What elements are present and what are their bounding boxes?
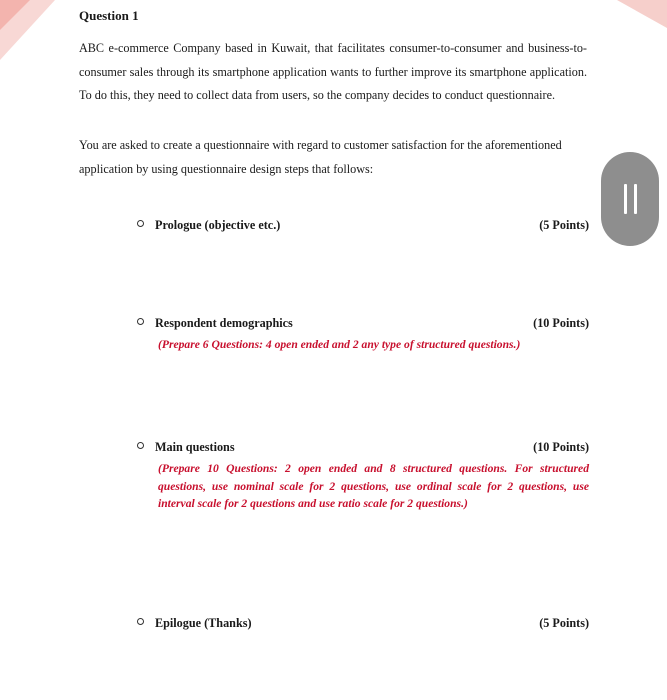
list-item-prologue (137, 218, 589, 233)
grip-line-icon (624, 184, 627, 214)
item-points: (10 Points) (533, 316, 589, 330)
corner-decoration-right (617, 0, 667, 28)
item-title: Prologue (objective etc.) (155, 218, 281, 232)
item-title: Respondent demographics (155, 316, 293, 330)
list-item-main-questions (137, 440, 589, 513)
item-points: (5 Points) (539, 218, 589, 232)
bullet-circle-icon (137, 618, 144, 625)
question-instruction: You are asked to create a questionnaire with regard to customer satisfaction for the aforementioned application by using questionnaire design steps that follows: (79, 138, 562, 176)
bullet-circle-icon (137, 318, 144, 325)
corner-decoration-left-inner (0, 0, 30, 30)
item-note: (Prepare 6 Questions: 4 open ended and 2 any type of structured questions.) (158, 338, 521, 351)
list-item-demographics (137, 316, 589, 354)
grip-line-icon (634, 184, 637, 214)
bullet-circle-icon (137, 220, 144, 227)
item-points: (10 Points) (533, 440, 589, 454)
question-intro: ABC e-commerce Company based in Kuwait, that facilitates consumer-to-consumer and business-to-consumer sales through its smartphone application wants to further improve its smartphone application. To do this, they need to collect data from users, so the company decides to conduct questionnaire. (79, 41, 587, 102)
list-item-epilogue (137, 616, 589, 631)
scroll-handle[interactable] (601, 152, 659, 246)
question-title: Question 1 (79, 8, 139, 23)
item-note: (Prepare 10 Questions: 2 open ended and 8 structured questions. For structured questions, use nominal scale for 2 questions, use ordinal scale for 2 questions, use interval scale for 2 questions and use ratio scale for 2 questions.) (158, 462, 589, 510)
item-title: Main questions (155, 440, 235, 454)
item-title: Epilogue (Thanks) (155, 616, 252, 630)
bullet-circle-icon (137, 442, 144, 449)
item-points: (5 Points) (539, 616, 589, 630)
